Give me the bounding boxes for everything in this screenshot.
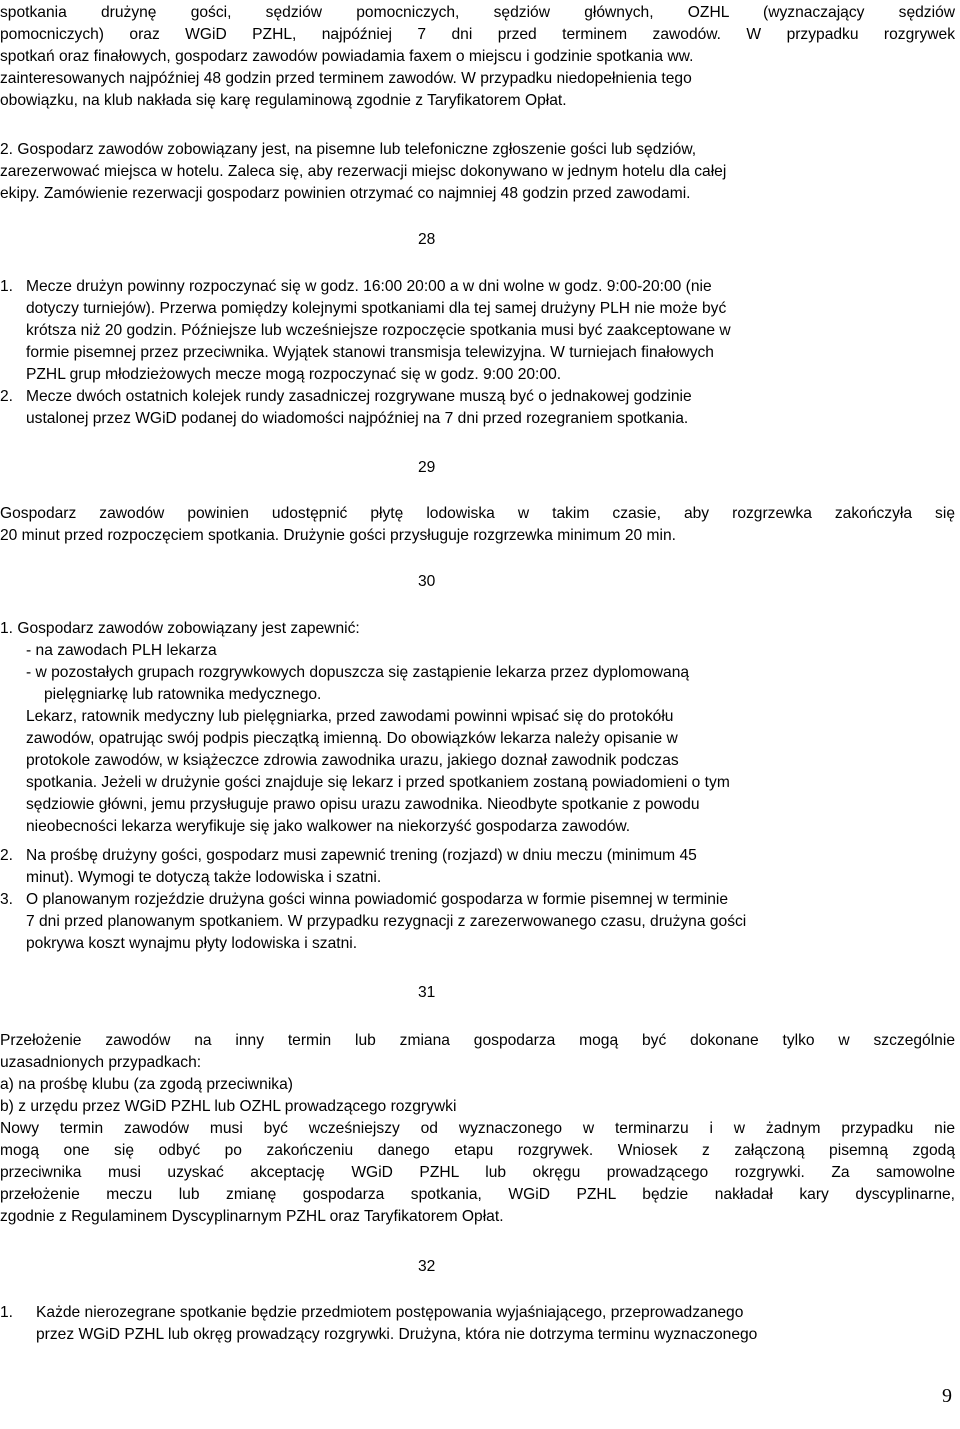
section-28-item-1 [0, 276, 712, 298]
section-28-heading: 28 [418, 231, 436, 248]
page-number: 9 [942, 1385, 952, 1407]
section-28-line: krótsza niż 20 godzin. Późniejsze lub wcześniejsze rozpoczęcie spotkania musi być zaakceptowane w [26, 322, 731, 339]
section-28-line: ustalonej przez WGiD podanej do wiadomości najpóźniej na 7 dni przed rozegraniem spotkania. [26, 410, 689, 427]
section-28-line: formie pisemnej przez przeciwnika. Wyjątek stanowi transmisja telewizyjna. W turniejach finałowych [26, 344, 714, 361]
intro-paragraph-2-line: zarezerwować miejsca w hotelu. Zaleca się, aby rezerwacji miejsc dokonywano w jednym hotelu dla całej [0, 163, 727, 180]
intro-line: pomocniczych) oraz WGiD PZHL, najpóźniej 7 dni przed terminem zawodów. W przypadku rozgrywek [0, 26, 955, 43]
intro-line: spotkania drużynę gości, sędziów pomocniczych, sędziów głównych, OZHL (wyznaczający sędziów [0, 4, 955, 21]
section-30-line: spotkania. Jeżeli w drużynie gości znajduje się lekarz i przed spotkaniem zostaną powiadomieni o tym [26, 774, 730, 791]
intro-line: spotkań oraz finałowych, gospodarz zawodów powiadamia faxem o miejscu i godzinie spotkania ww. [0, 48, 694, 65]
section-30-item-2 [0, 845, 697, 867]
section-31-line: uzasadnionych przypadkach: [0, 1054, 202, 1071]
section-31-line: mogą one się odbyć po zakończeniu danego etapu rozgrywek. Wniosek z załączoną pisemną zgodą [0, 1142, 955, 1159]
intro-paragraph-2-line: ekipy. Zamówienie rezerwacji gospodarz powinien otrzymać co najmniej 48 godzin przed zawodami. [0, 185, 691, 202]
section-30-line: nieobecności lekarza weryfikuje się jako walkower na niekorzyść gospodarza zawodów. [26, 818, 631, 835]
section-30-line: 7 dni przed planowanym spotkaniem. W przypadku rezygnacji z zarezerwowanego czasu, drużyna gości [26, 913, 747, 930]
section-28-item-2 [0, 386, 692, 408]
item-number: 1. [0, 278, 14, 295]
section-30-bullet: - w pozostałych grupach rozgrywkowych dopuszcza się zastąpienie lekarza przez dyplomowaną [26, 664, 690, 681]
section-31-line: a) na prośbę klubu (za zgodą przeciwnika) [0, 1076, 293, 1093]
section-32-heading: 32 [418, 1258, 436, 1275]
item-number: 2. [0, 388, 14, 405]
section-32-item-1 [0, 1302, 743, 1324]
section-30-bullet-cont: pielęgniarkę lub ratownika medycznego. [44, 686, 322, 703]
section-29-heading: 29 [418, 459, 436, 476]
section-30-heading: 30 [418, 573, 436, 590]
item-number: 3. [0, 891, 14, 908]
intro-line: zainteresowanych najpóźniej 48 godzin przed terminem zawodów. W przypadku niedopełnienia tego [0, 70, 692, 87]
section-30-line: sędziowie główni, jemu przysługuje prawo opisu urazu zawodnika. Nieodbyte spotkanie z powodu [26, 796, 700, 813]
section-30-line: Lekarz, ratownik medyczny lub pielęgniarka, przed zawodami powinni wpisać się do protokółu [26, 708, 674, 725]
section-28-line: PZHL grup młodzieżowych mecze mogą rozpoczynać się w godz. 9:00 20:00. [26, 366, 562, 383]
section-30-bullet: - na zawodach PLH lekarza [26, 642, 217, 659]
section-30-line: zawodów, opatrując swój podpis pieczątką imienną. Do obowiązków lekarza należy opisanie w [26, 730, 678, 747]
section-31-line: Nowy termin zawodów musi być wcześniejszy od wyznaczonego w terminarzu i w żadnym przypadku nie [0, 1120, 955, 1137]
section-30-item-1-head: 1. Gospodarz zawodów zobowiązany jest zapewnić: [0, 620, 360, 637]
intro-paragraph-2-line: 2. Gospodarz zawodów zobowiązany jest, na pisemne lub telefoniczne zgłoszenie gości lub sędziów, [0, 141, 697, 158]
section-28-line: dotyczy turniejów). Przerwa pomiędzy kolejnymi spotkaniami dla tej samej drużyny PLH nie może być [26, 300, 727, 317]
section-31-line: Przełożenie zawodów na inny termin lub zmiana gospodarza mogą być dokonane tylko w szczególnie [0, 1032, 955, 1049]
section-29-line: Gospodarz zawodów powinien udostępnić płytę lodowiska w takim czasie, aby rozgrzewka zakończyła się [0, 505, 955, 522]
section-30-item-3 [0, 889, 728, 911]
item-number: 2. [0, 847, 14, 864]
section-30-line: minut). Wymogi te dotyczą także lodowiska i szatni. [26, 869, 382, 886]
intro-line: obowiązku, na klub nakłada się karę regulaminową zgodnie z Taryfikatorem Opłat. [0, 92, 567, 109]
item-text: Na prośbę drużyny gości, gospodarz musi zapewnić trening (rozjazd) w dniu meczu (minimum 45 [26, 847, 697, 864]
section-30-line: pokrywa koszt wynajmu płyty lodowiska i szatni. [26, 935, 358, 952]
section-31-line: przeciwnika musi uzyskać akceptację WGiD PZHL lub okręgu prowadzącego rozgrywki. Za samowolne [0, 1164, 955, 1181]
item-number: 1. [0, 1304, 14, 1321]
item-text: O planowanym rozjeździe drużyna gości winna powiadomić gospodarza w formie pisemnej w terminie [26, 891, 729, 908]
item-text: Mecze dwóch ostatnich kolejek rundy zasadniczej rozgrywane muszą być o jednakowej godzinie [26, 388, 692, 405]
section-31-heading: 31 [418, 984, 436, 1001]
section-32-line: przez WGiD PZHL lub okręg prowadzący rozgrywki. Drużyna, która nie dotrzyma terminu wyznaczonego [36, 1326, 758, 1343]
section-31-line: zgodnie z Regulaminem Dyscyplinarnym PZHL oraz Taryfikatorem Opłat. [0, 1208, 504, 1225]
section-31-line: b) z urzędu przez WGiD PZHL lub OZHL prowadzącego rozgrywki [0, 1098, 457, 1115]
section-31-line: przełożenie meczu lub zmianę gospodarza spotkania, WGiD PZHL będzie nakładał kary dyscyplinarne, [0, 1186, 955, 1203]
section-30-line: protokole zawodów, w książeczce zdrowia zawodnika urazu, jakiego doznał zawodnik podczas [26, 752, 679, 769]
section-29-line: 20 minut przed rozpoczęciem spotkania. Drużynie gości przysługuje rozgrzewka minimum 20 min. [0, 527, 677, 544]
item-text: Każde nierozegrane spotkanie będzie przedmiotem postępowania wyjaśniającego, przeprowadzanego [36, 1304, 744, 1321]
item-text: Mecze drużyn powinny rozpoczynać się w godz. 16:00 20:00 a w dni wolne w godz. 9:00-20:00 (nie [26, 278, 712, 295]
